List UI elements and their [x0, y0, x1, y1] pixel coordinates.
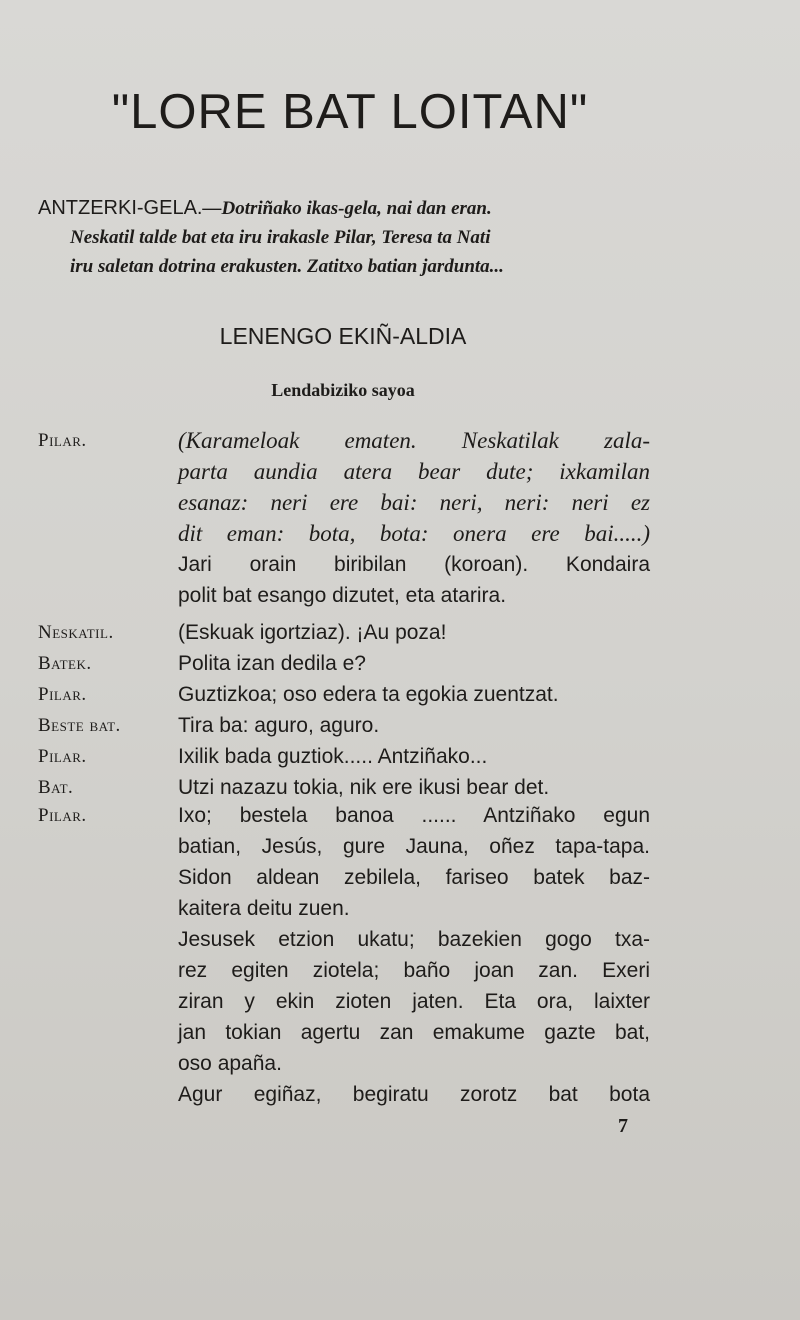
dialogue	[178, 710, 650, 741]
speaker: Neskatil.	[38, 622, 114, 643]
dialogue-line: batian, Jesús, gure Jauna, oñez tapa-tapa.	[178, 835, 650, 858]
dialogue	[178, 648, 650, 679]
dialogue-line: Polita izan dedila e?	[178, 652, 366, 675]
dialogue-line: ziran y ekin zioten jaten. Eta ora, laixter	[178, 990, 650, 1013]
dialogue-line: Jesusek etzion ukatu; bazekien gogo txa-	[178, 928, 650, 951]
speech-5	[38, 710, 650, 741]
dialogue-line: Ixo; bestela banoa ...... Antziñako egun	[178, 804, 650, 827]
intro-line-2: Neskatil talde bat eta iru irakasle Pilar, Teresa ta Nati	[70, 227, 491, 248]
speech-1	[38, 425, 650, 611]
dialogue-line: Guztizkoa; oso edera ta egokia zuentzat.	[178, 683, 559, 706]
dialogue-line: Tira ba: aguro, aguro.	[178, 714, 380, 737]
dialogue-line: rez egiten ziotela; baño joan zan. Exeri	[178, 959, 650, 982]
dialogue-line: (Karameloak ematen. Neskatilak zala-	[178, 428, 650, 453]
speaker: Pilar.	[38, 684, 87, 705]
dialogue	[178, 425, 650, 611]
dialogue	[178, 772, 650, 803]
dialogue-line: polit bat esango dizutet, eta atarira.	[178, 584, 507, 607]
dialogue-line: Ixilik bada guztiok..... Antziñako...	[178, 745, 488, 768]
intro-line-1: —Dotriñako ikas-gela, nai dan eran.	[202, 198, 492, 219]
speech-6	[38, 741, 650, 772]
dialogue	[178, 617, 650, 648]
speech-8	[38, 800, 650, 1110]
stage-direction-intro	[38, 194, 650, 281]
speech-2	[38, 617, 650, 648]
speaker: Pilar.	[38, 430, 87, 451]
dialogue-line: Agur egiñaz, begiratu zorotz bat bota	[178, 1083, 650, 1106]
dialogue-line: jan tokian agertu zan emakume gazte bat,	[178, 1021, 650, 1044]
intro-lead: ANTZERKI-GELA.	[38, 197, 203, 219]
speaker: Pilar.	[38, 746, 87, 767]
dialogue	[178, 679, 650, 710]
play-title: "LORE BAT LOITAN"	[111, 85, 589, 139]
page-number: 7	[618, 1115, 628, 1137]
dialogue	[178, 741, 650, 772]
dialogue-line: dit eman: bota, bota: onera ere bai.....)	[178, 521, 650, 546]
dialogue-line: parta aundia atera bear dute; ixkamilan	[178, 459, 650, 484]
dialogue-line: oso apaña.	[178, 1052, 282, 1075]
speech-4	[38, 679, 650, 710]
speech-7	[38, 772, 650, 803]
dialogue-line: esanaz: neri ere bai: neri, neri: neri ez	[178, 490, 650, 515]
speaker: Bat.	[38, 777, 74, 798]
speaker: Pilar.	[38, 805, 87, 826]
speech-3	[38, 648, 650, 679]
dialogue-line: (Eskuak igortziaz). ¡Au poza!	[178, 621, 447, 644]
intro-line-3: iru saletan dotrina erakusten. Zatitxo batian jardunta...	[70, 256, 504, 277]
scene-title: Lendabiziko sayoa	[271, 380, 415, 400]
dialogue-line: kaitera deitu zuen.	[178, 897, 350, 920]
dialogue-line: Sidon aldean zebilela, fariseo batek baz-	[178, 866, 650, 889]
dialogue-line: Jari orain biribilan (koroan). Kondaira	[178, 553, 650, 576]
act-title: LENENGO EKIÑ-ALDIA	[219, 323, 467, 349]
dialogue	[178, 800, 650, 1110]
dialogue-line: Utzi nazazu tokia, nik ere ikusi bear det.	[178, 776, 550, 799]
speaker: Beste bat.	[38, 715, 121, 736]
speaker: Batek.	[38, 653, 92, 674]
